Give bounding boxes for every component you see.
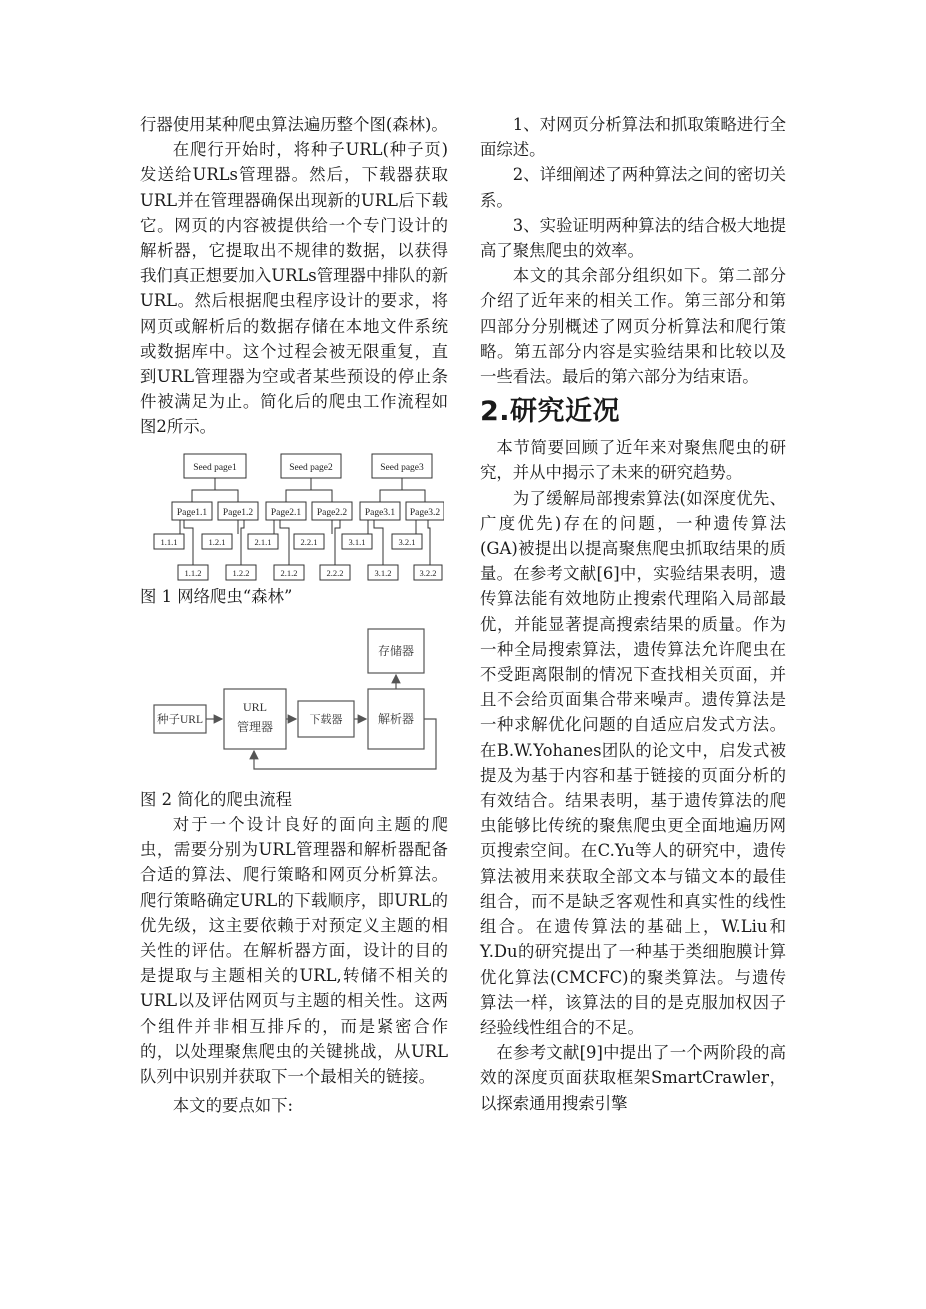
key-point: 1、对网页分析算法和抓取策略进行全面综述。 — [480, 115, 786, 160]
paragraph: 本文的其余部分组织如下。第二部分介绍了近年来的相关工作。第三部分和第四部分分别概述了网页分析算法和爬行策略。第五部分内容是实验结果和比较以及一些看法。最后的第六部分为结束语。 — [480, 266, 786, 387]
figure-1-caption: 图 1 网络爬虫“森林” — [140, 586, 293, 606]
seed-label: Seed page2 — [289, 462, 333, 473]
paragraph: 在爬行开始时，将种子URL(种子页)发送给URLs管理器。然后，下载器获取URL并在管理器确保出现新的URL后下载它。网页的内容被提供给一个专门设计的解析器，它提取出不规律的数据，以获得我们真正想要加入URLs管理器中排队的新URL。然后根据爬虫程序设计的要求，将网页或解析后的数据存储在本地文件系统或数据库中。这个过程会被无限重复，直到URL管理器为空或者某些预设的停止条件被满足为止。简化后的爬虫工作流程如图2所示。 — [140, 140, 448, 437]
downloader-label: 下载器 — [309, 713, 343, 726]
leaf-label: 3.2.1 — [398, 536, 416, 547]
leaf-label: 2.2.2 — [326, 567, 344, 578]
paragraph: 在参考文献[9]中提出了一个两阶段的高效的深度页面获取框架SmartCrawler，以探索通用搜索引擎 — [480, 1043, 786, 1113]
page-label: Page3.2 — [409, 507, 441, 518]
paragraph: 本节简要回顾了近年来对聚焦爬虫的研究，并从中揭示了未来的研究趋势。 — [480, 438, 786, 483]
leaf-label: 1.2.2 — [232, 567, 250, 578]
page-label: Page1.1 — [176, 507, 208, 518]
url-manager-box — [224, 689, 286, 749]
section-heading: 2.研究近况 — [480, 396, 621, 428]
leaf-label: 1.2.1 — [208, 536, 226, 547]
figure-2-crawler-flow — [148, 623, 444, 777]
leaf-label: 1.1.1 — [160, 536, 178, 547]
page-label: Page3.1 — [364, 507, 396, 518]
parser-label: 解析器 — [377, 711, 415, 726]
figure-2-caption: 图 2 简化的爬虫流程 — [140, 789, 292, 809]
leaf-label: 2.1.1 — [254, 536, 272, 547]
leaf-label: 1.1.2 — [184, 567, 202, 578]
key-point: 3、实验证明两种算法的结合极大地提高了聚焦爬虫的效率。 — [480, 215, 786, 261]
leaf-label: 3.1.1 — [348, 536, 366, 547]
seed-label: Seed page3 — [380, 462, 424, 473]
paragraph: 对于一个设计良好的面向主题的爬虫，需要分别为URL管理器和解析器配备合适的算法、爬行策略和网页分析算法。爬行策略确定URL的下载顺序，即URL的优先级，这主要依赖于对预定义主题的相关性的评估。在解析器方面，设计的目的是提取与主题相关的URL,转储不相关的URL以及评估网页与主题的相关性。这两个组件并非相互排斥的，而是紧密合作的，以处理聚焦爬虫的关键挑战，从URL队列中识别并获取下一个最相关的链接。 — [140, 815, 448, 1087]
seed-label: Seed page1 — [193, 462, 237, 473]
left-column — [140, 112, 448, 1118]
leaf-label: 2.2.1 — [300, 536, 318, 547]
paragraph: 本文的要点如下: — [172, 1096, 294, 1116]
url-manager-label: URL — [243, 699, 267, 714]
page-label: Page1.2 — [222, 507, 254, 518]
paragraph: 行器使用某种爬虫算法遍历整个图(森林)。 — [140, 115, 448, 134]
page-label: Page2.2 — [316, 507, 348, 518]
leaf-label: 2.1.2 — [280, 567, 298, 578]
storage-label: 存储器 — [377, 643, 415, 658]
leaf-label: 3.2.2 — [419, 567, 437, 578]
page-label: Page2.1 — [270, 507, 302, 518]
seed-url-label: 种子URL — [157, 713, 203, 726]
figure-1-crawler-forest — [144, 450, 444, 582]
right-column — [480, 112, 786, 1116]
paragraph: 为了缓解局部搜索算法(如深度优先、广度优先)存在的问题，一种遗传算法(GA)被提出以提高聚焦爬虫抓取结果的质量。在参考文献[6]中，实验结果表明，遗传算法能有效地防止搜索代理陷入局部最优，并能显著提高搜索结果的质量。作为一种全局搜索算法，遗传算法允许爬虫在不受距离限制的情况下查找相关页面，并且不会给页面集合带来噪声。遗传算法是一种求解优化问题的自适应启发式方法。在B.W.Yohanes团队的论文中，启发式被提及为基于内容和基于链接的页面分析的有效结合。结果表明，基于遗传算法的爬虫能够比传统的聚焦爬虫更全面地遍历网页搜索空间。在C.Yu等人的研究中，遗传算法被用来获取全部文本与锚文本的最佳组合，而不是缺乏客观性和真实性的线性组合。在遗传算法的基础上，W.Liu和Y.Du的研究提出了一种基于类细胞膜计算优化算法(CMCFC)的聚类算法。与遗传算法一样，该算法的目的是克服加权因子经验线性组合的不足。 — [480, 488, 786, 1037]
url-manager-label: 管理器 — [236, 719, 274, 734]
key-point: 2、详细阐述了两种算法之间的密切关系。 — [480, 165, 786, 210]
leaf-label: 3.1.2 — [374, 567, 392, 578]
